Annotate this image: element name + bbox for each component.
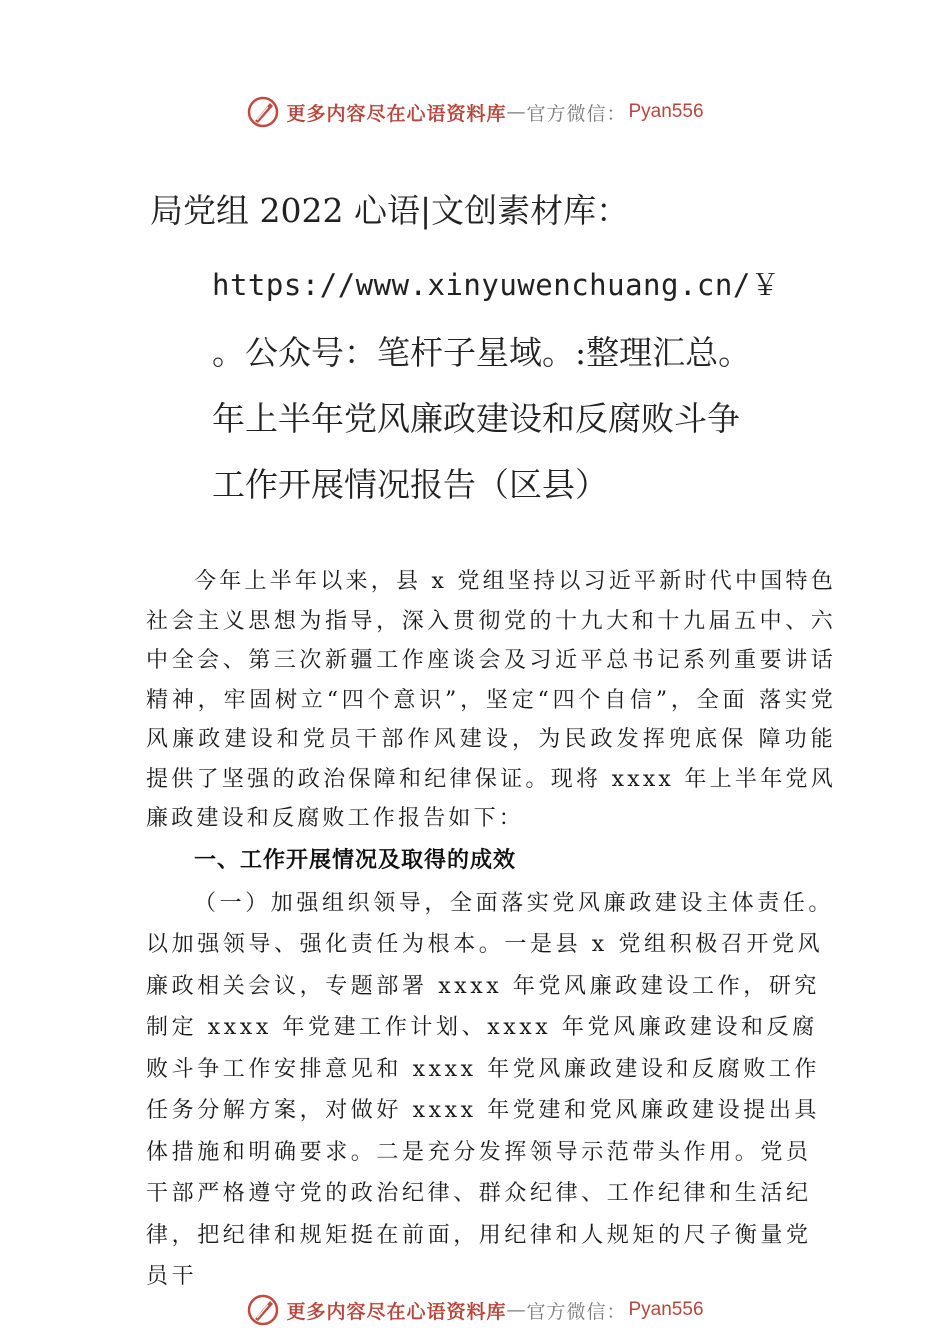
watermark-brand: 更多内容尽在心语资料库 — [286, 102, 507, 125]
title-line-5: 工作开展情况报告（区县） — [212, 465, 608, 504]
title-line-4: 年上半年党风廉政建设和反腐败斗争 — [212, 399, 740, 438]
watermark-separator: — — [506, 1299, 527, 1321]
quill-pen-icon — [246, 95, 280, 129]
watermark-separator: — — [506, 101, 527, 123]
watermark-label: 官方微信： — [526, 102, 627, 125]
watermark-brand: 更多内容尽在心语资料库 — [286, 1300, 507, 1323]
title-line-1: 局党组 2022 心语|文创素材库： — [150, 191, 630, 230]
watermark-footer — [0, 1290, 950, 1330]
document-body — [146, 562, 836, 1298]
title-line-3: 。公众号：笔杆子星域。:整理汇总。 — [212, 333, 752, 372]
watermark-label: 官方微信： — [526, 1300, 627, 1323]
quill-pen-icon — [246, 1293, 280, 1327]
watermark-account: Pyan556 — [628, 101, 704, 122]
watermark-header — [0, 92, 950, 132]
section-heading-1: 一、工作开展情况及取得的成效 — [194, 847, 517, 873]
watermark-account: Pyan556 — [628, 1299, 704, 1320]
intro-paragraph: 今年上半年以来，县 x 党组坚持以习近平新时代中国特色社会主义思想为指导，深入贯彻党的十九大和十九届五中、六中全会、第三次新疆工作座谈会及习近平总书记系列重要讲话精神，牢固树立“四个意识”，坚定“四个自信”，全面 落实党风廉政建设和党员干部作风建设，为民政发挥兜底保 障功能提供了坚强的政治保障和纪律保证。现将 xxxx 年上半年党风廉政建设和反腐败工作报告如下： — [146, 569, 836, 831]
paragraph-1: （一）加强组织领导，全面落实党风廉政建设主体责任。以加强领导、强化责任为根本。一是县 x 党组积极召开党风廉政相关会议，专题部署 xxxx 年党风廉政建设工作，研究制定 xxxx 年党建工作计划、xxxx 年党风廉政建设和反腐败斗争工作安排意见和 xxxx 年党风廉政建设和反腐败工作任务分解方案，对做好 xxxx 年党建和党风廉政建设提出具体措施和明确要求。二是充分发挥领导示范带头作用。党员干部严格遵守党的政治纪律、群众纪律、工作纪律和生活纪律，把纪律和规矩挺在前面，用纪律和人规矩的尺子衡量党员干 — [146, 890, 835, 1289]
title-line-2: https://www.xinyuwenchuang.cn/￥ — [212, 268, 781, 302]
